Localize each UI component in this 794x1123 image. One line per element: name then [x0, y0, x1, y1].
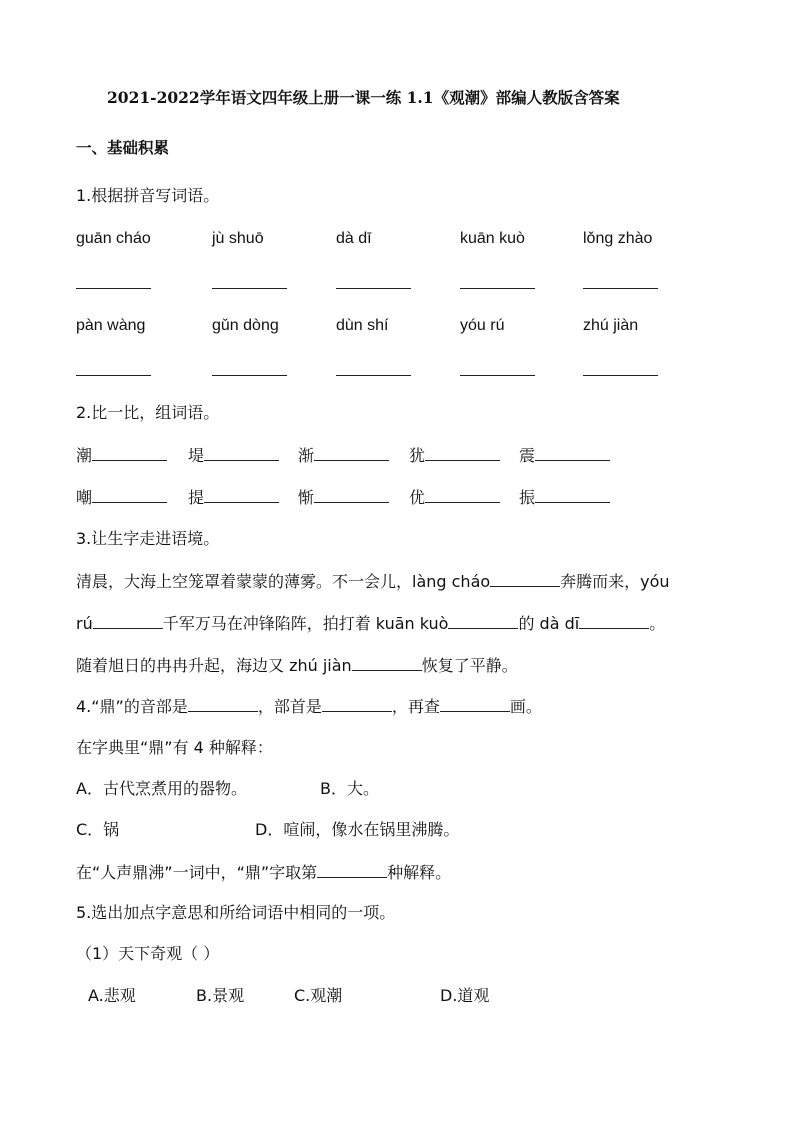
- char-item: [76, 445, 167, 466]
- char-label: 振: [519, 488, 536, 507]
- passage-text: 随着旭日的冉冉升起，海边又 zhú jiàn: [76, 656, 352, 675]
- char-item: [519, 445, 610, 466]
- section-heading: 一、基础积累: [76, 138, 170, 157]
- char-item: [519, 487, 610, 508]
- passage-text: 千军万马在冲锋陷阵，拍打着 kuān kuò: [162, 614, 449, 633]
- answer-blank[interactable]: [92, 445, 167, 461]
- answer-blank[interactable]: [448, 613, 518, 629]
- char-item: [188, 445, 279, 466]
- answer-blank[interactable]: [579, 613, 649, 629]
- answer-blank[interactable]: [583, 288, 658, 289]
- answer-blank[interactable]: [76, 375, 151, 376]
- answer-blank[interactable]: [314, 445, 389, 461]
- answer-blank[interactable]: [352, 655, 422, 671]
- passage-line: [76, 613, 665, 634]
- option-b: B．大。: [320, 779, 379, 798]
- char-item: [298, 445, 389, 466]
- question-2-prompt: 2.比一比，组词语。: [76, 403, 220, 422]
- option-d: D．喧闹，像水在锅里沸腾。: [255, 820, 460, 839]
- char-label: 渐: [298, 446, 315, 465]
- answer-blank[interactable]: [76, 288, 151, 289]
- char-label: 优: [409, 488, 426, 507]
- passage-text: 的 dà dī: [518, 614, 580, 633]
- passage-text: 恢复了平静。: [421, 656, 518, 675]
- answer-blank[interactable]: [535, 445, 610, 461]
- answer-blank[interactable]: [583, 375, 658, 376]
- q4-text: 种解释。: [387, 863, 452, 882]
- answer-blank[interactable]: [425, 445, 500, 461]
- page-title: 2021-2022学年语文四年级上册一课一练 1.1《观潮》部编人教版含答案: [107, 88, 620, 107]
- answer-blank[interactable]: [204, 445, 279, 461]
- answer-blank[interactable]: [460, 375, 535, 376]
- choice-option[interactable]: D.道观: [440, 986, 490, 1005]
- char-label: 震: [519, 446, 536, 465]
- q4-text: 画。: [509, 697, 542, 716]
- pinyin-item: dà dī: [336, 230, 372, 247]
- pinyin-item: lǒng zhào: [583, 230, 653, 247]
- char-item: [298, 487, 389, 508]
- dictionary-line: 在字典里“鼎”有 4 种解释：: [76, 738, 273, 757]
- question-5-prompt: 5.选出加点字意思和所给词语中相同的一项。: [76, 903, 396, 922]
- answer-blank[interactable]: [314, 487, 389, 503]
- char-label: 潮: [76, 446, 93, 465]
- char-label: 惭: [298, 488, 315, 507]
- answer-blank[interactable]: [460, 288, 535, 289]
- answer-blank[interactable]: [212, 288, 287, 289]
- passage-text: 清晨，大海上空笼罩着蒙蒙的薄雾。不一会儿，làng cháo: [76, 572, 491, 591]
- pinyin-item: kuān kuò: [460, 230, 525, 247]
- pinyin-item: jù shuō: [212, 230, 264, 247]
- q4-text: ，再查: [391, 697, 440, 716]
- char-item: [76, 487, 167, 508]
- answer-blank[interactable]: [212, 375, 287, 376]
- answer-blank[interactable]: [535, 487, 610, 503]
- answer-blank[interactable]: [188, 696, 258, 712]
- char-item: [188, 487, 279, 508]
- answer-blank[interactable]: [317, 862, 387, 878]
- question-3-prompt: 3.让生字走进语境。: [76, 529, 220, 548]
- char-item: [409, 445, 500, 466]
- answer-blank[interactable]: [322, 696, 392, 712]
- char-item: [409, 487, 500, 508]
- pinyin-item: dùn shí: [336, 317, 389, 334]
- choice-option[interactable]: B.景观: [196, 986, 245, 1005]
- passage-text: rú: [76, 614, 93, 633]
- answer-blank[interactable]: [425, 487, 500, 503]
- pinyin-item: yóu rú: [460, 317, 505, 334]
- answer-blank[interactable]: [490, 571, 560, 587]
- pinyin-item: gǔn dòng: [212, 317, 279, 334]
- answer-blank[interactable]: [336, 288, 411, 289]
- question-1-prompt: 1.根据拼音写词语。: [76, 186, 220, 205]
- passage-text: 奔腾而来，yóu: [560, 572, 670, 591]
- passage-text: 。: [649, 614, 666, 633]
- pinyin-item: guān cháo: [76, 230, 151, 247]
- char-label: 嘲: [76, 488, 93, 507]
- pinyin-item: zhú jiàn: [583, 317, 639, 334]
- answer-blank[interactable]: [440, 696, 510, 712]
- answer-blank[interactable]: [93, 613, 163, 629]
- question-4-line: [76, 696, 542, 717]
- answer-blank[interactable]: [336, 375, 411, 376]
- q4-text: 在“人声鼎沸”一词中，“鼎”字取第: [76, 863, 318, 882]
- passage-line: [76, 571, 670, 592]
- q4-text: ，部首是: [257, 697, 322, 716]
- choice-option[interactable]: A.悲观: [88, 986, 136, 1005]
- answer-blank[interactable]: [204, 487, 279, 503]
- char-label: 提: [188, 488, 205, 507]
- char-label: 犹: [409, 446, 426, 465]
- q4-text: 4.“鼎”的音部是: [76, 697, 188, 716]
- pinyin-item: pàn wàng: [76, 317, 146, 334]
- question-4-followup: [76, 862, 451, 883]
- answer-blank[interactable]: [92, 487, 167, 503]
- choice-option[interactable]: C.观潮: [294, 986, 343, 1005]
- option-a: A．古代烹煮用的器物。: [76, 779, 247, 798]
- sub-question: （1）天下奇观（ ）: [76, 944, 220, 963]
- passage-line: [76, 655, 518, 676]
- option-c: C．锅: [76, 820, 120, 839]
- char-label: 堤: [188, 446, 205, 465]
